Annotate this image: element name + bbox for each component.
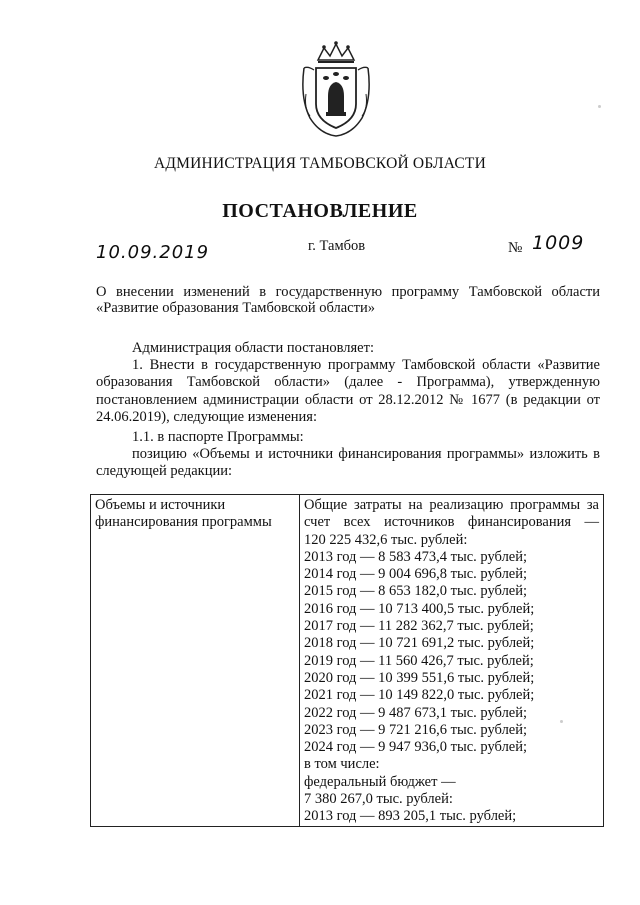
table-cell-label: Объемы и источники финансирования программы bbox=[91, 495, 300, 827]
total-amount: 120 225 432,6 тыс. рублей: bbox=[304, 531, 468, 548]
year-amount-row: 2020 год — 10 399 551,6 тыс. рублей; bbox=[304, 669, 535, 686]
year-amount-row: 2017 год — 11 282 362,7 тыс. рублей; bbox=[304, 618, 534, 635]
document-number: 1009 bbox=[532, 232, 585, 254]
table-cell-values bbox=[300, 495, 604, 827]
scan-speck bbox=[598, 105, 601, 108]
table-row bbox=[91, 495, 604, 827]
document-subject bbox=[96, 284, 600, 316]
agency-name: АДМИНИСТРАЦИЯ ТАМБОВСКОЙ ОБЛАСТИ bbox=[154, 155, 486, 172]
body-paragraph-3: 1.1. в паспорте Программы: bbox=[132, 429, 304, 445]
federal-budget-2013: 2013 год — 893 205,1 тыс. рублей; bbox=[304, 808, 517, 825]
document-date: 10.09.2019 bbox=[96, 242, 210, 263]
including-label: в том числе: bbox=[304, 756, 380, 773]
body-paragraph-4: позицию «Объемы и источники финансирования программы» изложить в следующей редакции: bbox=[96, 446, 600, 480]
year-amount-row: 2018 год — 10 721 691,2 тыс. рублей; bbox=[304, 635, 535, 652]
coat-of-arms-icon bbox=[296, 38, 376, 138]
document-type: ПОСТАНОВЛЕНИЕ bbox=[222, 200, 418, 222]
year-amount-row: 2024 год — 9 947 936,0 тыс. рублей; bbox=[304, 739, 528, 756]
federal-budget-total: 7 380 267,0 тыс. рублей: bbox=[304, 791, 453, 808]
year-list bbox=[304, 549, 599, 757]
year-amount-row: 2013 год — 8 583 473,4 тыс. рублей; bbox=[304, 548, 528, 565]
scan-speck bbox=[560, 720, 563, 723]
year-amount-row: 2022 год — 9 487 673,1 тыс. рублей; bbox=[304, 704, 528, 721]
year-amount-row: 2016 год — 10 713 400,5 тыс. рублей; bbox=[304, 600, 535, 617]
city: г. Тамбов bbox=[308, 238, 366, 254]
year-amount-row: 2015 год — 8 653 182,0 тыс. рублей; bbox=[304, 583, 528, 600]
year-amount-row: 2014 год — 9 004 696,8 тыс. рублей; bbox=[304, 566, 528, 583]
body-paragraph-2: 1. Внести в государственную программу Тамбовской области «Развитие образования Тамбовской области» (далее - Программа), утвержденную постановлением администрации области от 28.12.2012 № 1677 (в редакции от 24.06.2019), следующие изменения: bbox=[96, 357, 600, 425]
year-amount-row: 2023 год — 9 721 216,6 тыс. рублей; bbox=[304, 721, 528, 738]
subject-line-1: О внесении изменений в государственную программу Тамбовской области bbox=[96, 284, 600, 300]
year-amount-row: 2019 год — 11 560 426,7 тыс. рублей; bbox=[304, 652, 534, 669]
subject-line-2: «Развитие образования Тамбовской области» bbox=[96, 300, 375, 316]
body-paragraph-1: Администрация области постановляет: bbox=[132, 340, 374, 356]
total-intro: Общие затраты на реализацию программы за счет всех источников финансирования — bbox=[304, 497, 599, 531]
financing-table bbox=[90, 494, 604, 827]
number-label: № bbox=[508, 240, 523, 256]
federal-budget-label: федеральный бюджет — bbox=[304, 773, 456, 790]
year-amount-row: 2021 год — 10 149 822,0 тыс. рублей; bbox=[304, 687, 535, 704]
